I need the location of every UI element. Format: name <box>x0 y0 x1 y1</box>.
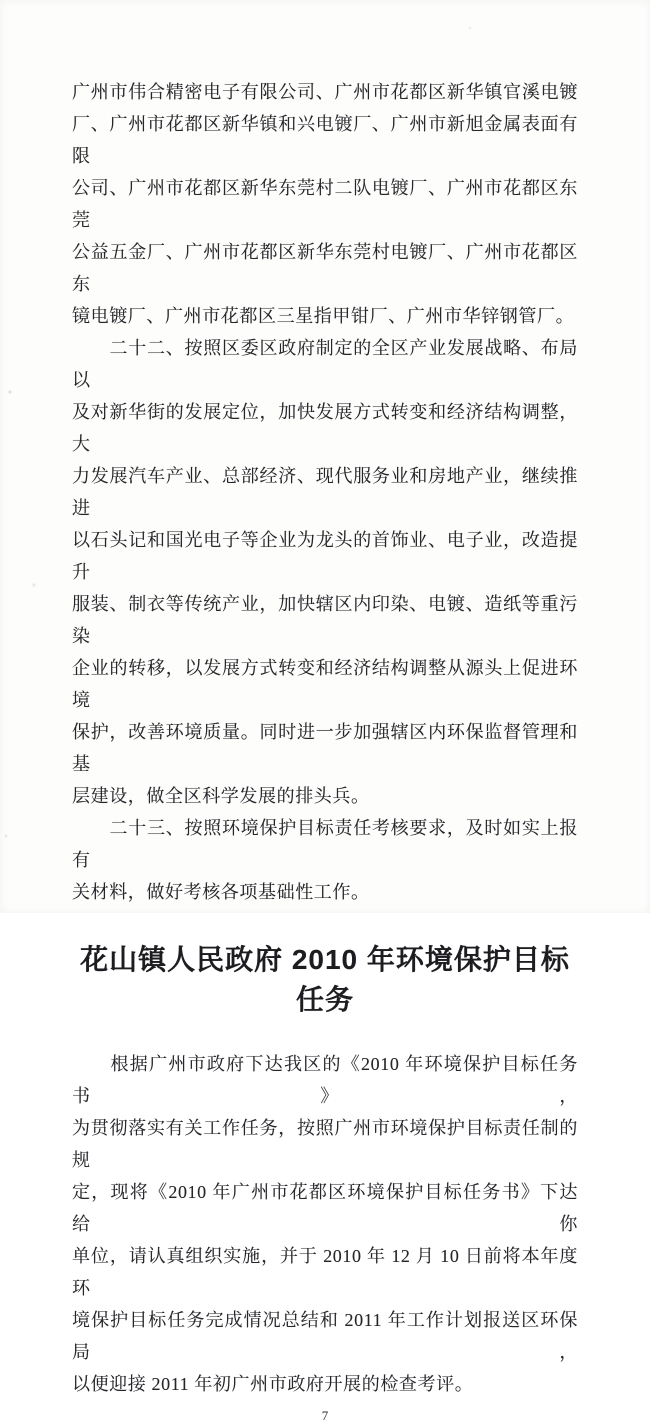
paragraph-company-list <box>72 76 578 332</box>
text-line: 及对新华街的发展定位，加快发展方式转变和经济结构调整，大 <box>72 402 578 454</box>
document-body <box>72 76 578 1424</box>
page-number: 7 <box>321 1408 329 1423</box>
text-line: 根据广州市政府下达我区的《2010 年环境保护目标任务书》， <box>72 1054 578 1106</box>
text-line: 服装、制衣等传统产业，加快辖区内印染、电镀、造纸等重污染 <box>72 594 578 646</box>
text-line: 为贯彻落实有关工作任务，按照广州市环境保护目标责任制的规 <box>72 1118 578 1170</box>
text-line: 二十三、按照环境保护目标责任考核要求，及时如实上报有 <box>72 818 578 870</box>
text-line: 以便迎接 2011 年初广州市政府开展的检查考评。 <box>72 1374 474 1394</box>
text-line: 厂、广州市花都区新华镇和兴电镀厂、广州市新旭金属表面有限 <box>72 114 578 166</box>
text-line: 镜电镀厂、广州市花都区三星指甲钳厂、广州市华锌钢管厂。 <box>72 306 575 326</box>
paragraph-item-23 <box>72 812 578 908</box>
text-line: 单位，请认真组织实施，并于 2010 年 12 月 10 日前将本年度环 <box>72 1246 578 1298</box>
text-line: 关材料，做好考核各项基础性工作。 <box>72 882 370 902</box>
text-line: 境保护目标任务完成情况总结和 2011 年工作计划报送区环保局， <box>72 1310 578 1362</box>
paragraph-intro-huashan <box>72 1048 578 1400</box>
text-line: 定，现将《2010 年广州市花都区环境保护目标任务书》下达给你 <box>72 1182 578 1234</box>
text-line: 公益五金厂、广州市花都区新华东莞村电镀厂、广州市花都区东 <box>72 242 578 294</box>
section-heading: 花山镇人民政府 2010 年环境保护目标任务 <box>80 944 570 1015</box>
paragraph-item-22 <box>72 332 578 812</box>
text-line: 广州市伟合精密电子有限公司、广州市花都区新华镇官溪电镀 <box>72 82 578 102</box>
text-line: 企业的转移，以发展方式转变和经济结构调整从源头上促进环境 <box>72 658 578 710</box>
text-line: 公司、广州市花都区新华东莞村二队电镀厂、广州市花都区东莞 <box>72 178 578 230</box>
text-line: 二十二、按照区委区政府制定的全区产业发展战略、布局以 <box>72 338 578 390</box>
text-line: 层建设，做全区科学发展的排头兵。 <box>72 786 370 806</box>
text-line: 以石头记和国光电子等企业为龙头的首饰业、电子业，改造提升 <box>72 530 578 582</box>
text-line: 保护，改善环境质量。同时进一步加强辖区内环保监督管理和基 <box>72 722 578 774</box>
text-line: 力发展汽车产业、总部经济、现代服务业和房地产业，继续推进 <box>72 466 578 518</box>
